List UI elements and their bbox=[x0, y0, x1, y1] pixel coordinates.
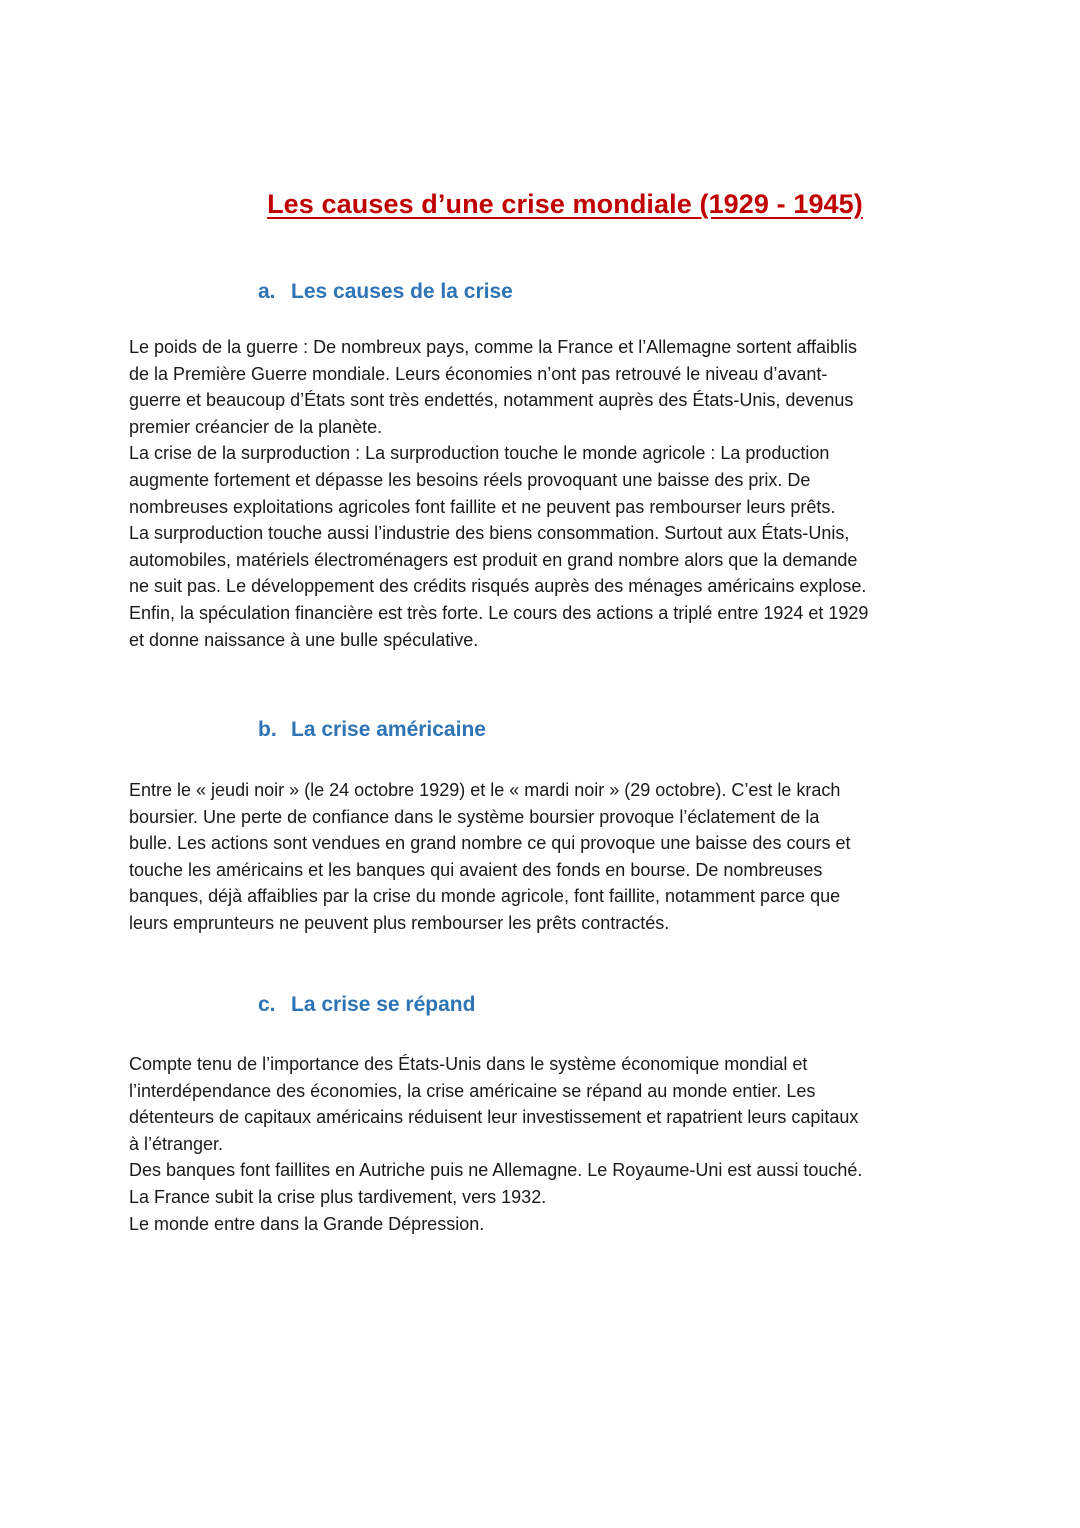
section-heading-text: La crise se répand bbox=[291, 993, 476, 1016]
text-line: La crise de la surproduction : La surproduction touche le monde agricole : La production bbox=[129, 443, 830, 464]
section-heading-c bbox=[258, 991, 475, 1019]
text-line: boursier. Une perte de confiance dans le système boursier provoque l’éclatement de la bbox=[129, 806, 820, 827]
section-heading-a bbox=[258, 278, 513, 306]
text-line: bulle. Les actions sont vendues en grand nombre ce qui provoque une baisse des cours et bbox=[129, 833, 851, 854]
text-line: de la Première Guerre mondiale. Leurs économies n’ont pas retrouvé le niveau d’avant- bbox=[129, 363, 828, 384]
section-marker: c. bbox=[258, 993, 276, 1016]
text-line: Des banques font faillites en Autriche puis ne Allemagne. Le Royaume-Uni est aussi touché. bbox=[129, 1160, 863, 1181]
text-line: premier créancier de la planète. bbox=[129, 416, 383, 437]
text-line: La surproduction touche aussi l’industrie des biens consommation. Surtout aux États-Unis, bbox=[129, 523, 850, 544]
text-line: touche les américains et les banques qui avaient des fonds en bourse. De nombreuses bbox=[129, 859, 823, 880]
text-line: guerre et beaucoup d’États sont très endettés, notamment auprès des États-Unis, devenus bbox=[129, 390, 854, 411]
text-line: l’interdépendance des économies, la crise américaine se répand au monde entier. Les bbox=[129, 1080, 816, 1101]
text-line: automobiles, matériels électroménagers est produit en grand nombre alors que la demande bbox=[129, 549, 858, 570]
text-line: Le monde entre dans la Grande Dépression. bbox=[129, 1213, 485, 1234]
section-heading-text: La crise américaine bbox=[291, 718, 486, 741]
text-line: banques, déjà affaiblies par la crise du monde agricole, font faillite, notamment parce que bbox=[129, 886, 841, 907]
text-line: La France subit la crise plus tardivement, vers 1932. bbox=[129, 1186, 547, 1207]
text-line: et donne naissance à une bulle spéculative. bbox=[129, 629, 479, 650]
text-line: à l’étranger. bbox=[129, 1133, 224, 1154]
section-body-b bbox=[129, 777, 959, 937]
text-line: Entre le « jeudi noir » (le 24 octobre 1929) et le « mardi noir » (29 octobre). C’est le krach bbox=[129, 780, 841, 800]
document-title: Les causes d’une crise mondiale (1929 - 1945) bbox=[267, 189, 863, 219]
section-marker: b. bbox=[258, 718, 277, 741]
text-line: Compte tenu de l’importance des États-Unis dans le système économique mondial et bbox=[129, 1054, 808, 1074]
text-line: Le poids de la guerre : De nombreux pays, comme la France et l’Allemagne sortent affaiblis bbox=[129, 337, 858, 357]
text-line: détenteurs de capitaux américains réduisent leur investissement et rapatrient leurs capitaux bbox=[129, 1107, 859, 1128]
text-line: leurs emprunteurs ne peuvent plus rembourser les prêts contractés. bbox=[129, 912, 670, 933]
section-body-a bbox=[129, 334, 959, 653]
text-line: nombreuses exploitations agricoles font faillite et ne peuvent pas rembourser leurs prêts. bbox=[129, 496, 836, 517]
text-line: augmente fortement et dépasse les besoins réels provoquant une baisse des prix. De bbox=[129, 469, 811, 490]
section-heading-b bbox=[258, 716, 486, 744]
text-line: ne suit pas. Le développement des crédits risqués auprès des ménages américains explose. bbox=[129, 576, 867, 597]
section-marker: a. bbox=[258, 280, 276, 303]
section-body-c bbox=[129, 1051, 959, 1237]
section-heading-text: Les causes de la crise bbox=[291, 280, 513, 303]
text-line: Enfin, la spéculation financière est très forte. Le cours des actions a triplé entre 1924 et 1929 bbox=[129, 602, 869, 623]
